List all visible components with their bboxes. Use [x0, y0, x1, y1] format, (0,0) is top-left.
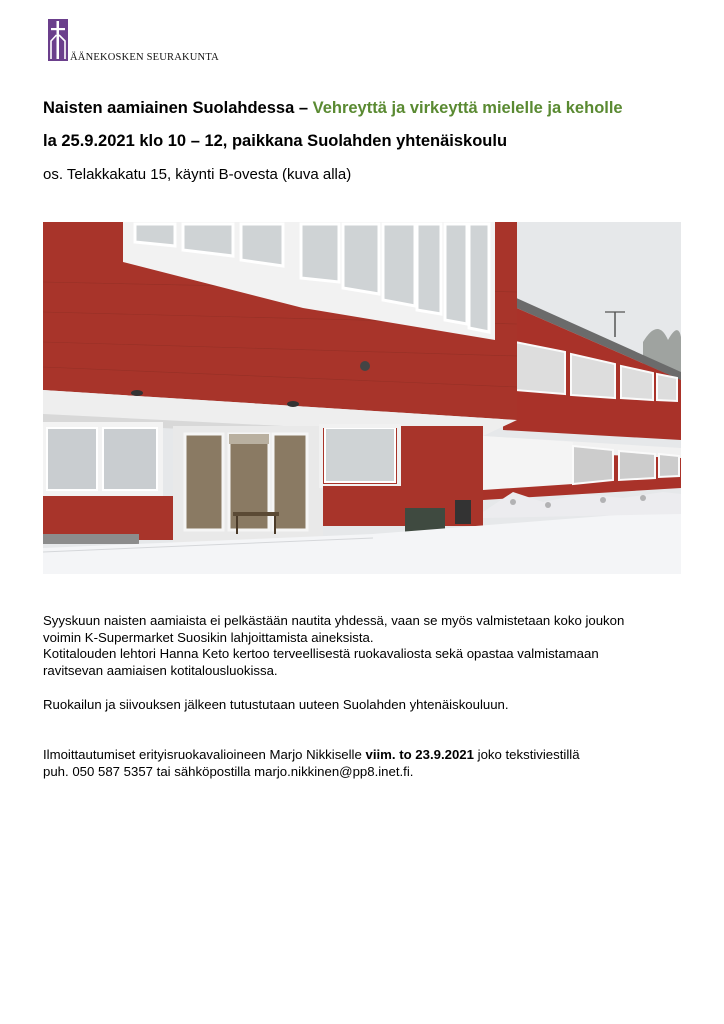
title-subtitle: Vehreyttä ja virkeyttä mielelle ja keholle — [312, 99, 623, 117]
intro-paragraph — [43, 613, 624, 679]
page-title — [43, 99, 623, 118]
event-datetime: la 25.9.2021 klo 10 – 12, paikkana Suolahden yhtenäiskoulu — [43, 132, 508, 150]
school-building-image — [43, 222, 681, 574]
title-main: Naisten aamiainen Suolahdessa – — [43, 99, 313, 117]
registration-text: Ilmoittautumiset erityisruokavalioineen Marjo Nikkiselle — [43, 747, 366, 762]
school-photo — [43, 222, 681, 574]
registration-paragraph — [43, 747, 580, 780]
intro-line: Syyskuun naisten aamiaista ei pelkästään nautita yhdessä, vaan se myös valmistetaan koko joukon — [43, 613, 625, 628]
registration-contact: puh. 050 587 5357 tai sähköpostilla marjo.nikkinen@pp8.inet.fi. — [43, 763, 414, 779]
intro-line: ravitsevan aamiaisen kotitalousluokissa. — [43, 662, 278, 678]
intro-line: voimin K-Supermarket Suosikin lahjoittamista aineksista. — [43, 629, 374, 645]
intro-line: Kotitalouden lehtori Hanna Keto kertoo terveellisestä ruokavaliosta sekä opastaa valmistamaan — [43, 646, 599, 661]
program-paragraph: Ruokailun ja siivouksen jälkeen tutustutaan uuteen Suolahden yhtenäiskouluun. — [43, 697, 509, 712]
event-address: os. Telakkakatu 15, käynti B-ovesta (kuva alla) — [43, 166, 352, 183]
registration-line — [43, 747, 580, 764]
parish-logo-icon — [48, 19, 68, 61]
registration-deadline: viim. to 23.9.2021 — [365, 747, 474, 762]
registration-text: joko tekstiviestillä — [473, 747, 580, 762]
parish-name: ÄÄNEKOSKEN SEURAKUNTA — [70, 52, 219, 63]
